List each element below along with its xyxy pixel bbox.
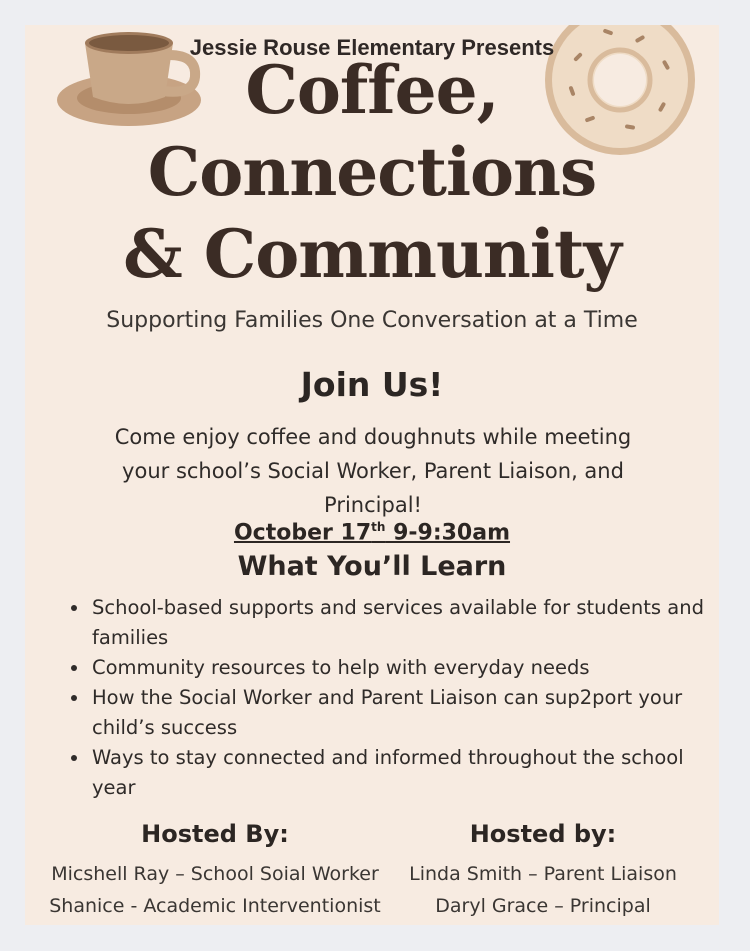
host-entry: Shanice - Academic Interventionist (49, 895, 381, 917)
hosts-left (45, 820, 385, 922)
date-ordinal: th (371, 520, 386, 534)
learn-heading: What You’ll Learn (237, 551, 507, 582)
title-line-1: Coffee, (245, 51, 499, 129)
host-entry: Micshell Ray – School Soial Worker (51, 863, 379, 885)
list-item: • Community resources to help with everyday needs (90, 653, 710, 683)
title-line-2: Connections (147, 133, 597, 211)
event-date (25, 520, 719, 545)
hosts-right-heading: Hosted by: (469, 820, 617, 848)
list-item: • How the Social Worker and Parent Liaison can sup2port your child’s success (90, 683, 710, 743)
tagline: Supporting Families One Conversation at a Time (106, 308, 638, 333)
title-line-3: & Community (123, 215, 621, 293)
invite-body: Come enjoy coffee and doughnuts while meeting your school’s Social Worker, Parent Liaison, and Principal! (114, 425, 632, 517)
event-time: 9-9:30am (385, 520, 511, 546)
host-entry: Daryl Grace – Principal (435, 895, 651, 917)
learn-list (70, 593, 710, 803)
join-heading: Join Us! (300, 365, 444, 404)
flyer (25, 25, 719, 925)
list-item: • School-based supports and services available for students and families (90, 593, 710, 653)
list-item: • Ways to stay connected and informed throughout the school year (90, 743, 710, 803)
host-entry: Linda Smith – Parent Liaison (409, 863, 677, 885)
date-text: October 17 (233, 520, 372, 546)
hosts-right (393, 820, 693, 922)
hosts-left-heading: Hosted By: (141, 820, 289, 848)
presenter-line: Jessie Rouse Elementary Presents (189, 35, 555, 60)
